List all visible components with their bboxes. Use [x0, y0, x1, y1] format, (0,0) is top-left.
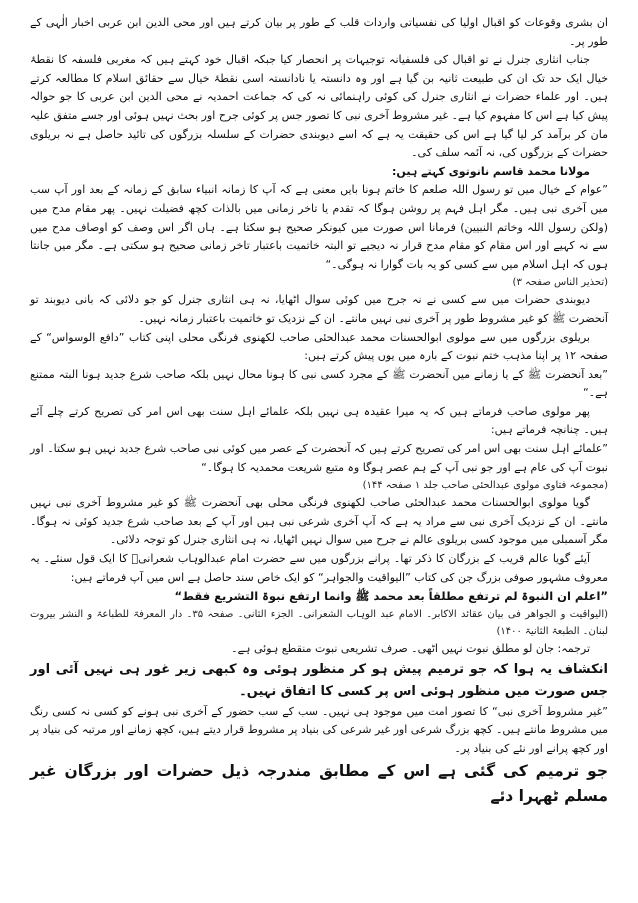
- quote-ahl-sunnat: ”علمائے اہل سنت بھی اس امر کی تصریح کرتے ہیں کہ آنحضرت کے عصر میں کوئی نبی صاحب شرع جدید نہیں ہو سکتا۔ اور نبوت آپ کی عام ہے اور جو نبی آپ کے ہم عصر ہوگا وہ متبع شریعت محمدیہ کا ہوگا۔“: [30, 442, 608, 474]
- quote-nanotvi-reference: (تحذیر الناس صفحہ ۳): [512, 277, 608, 289]
- paragraph-5: بریلوی بزرگوں میں سے مولوی ابوالحسنات محمد عبدالحئی صاحب لکھنوی فرنگی محلی اپنی کتاب ”دافع الوسواس“ کے صفحہ ۱۲ پر اپنا مذہب ختم نبوت کے بارہ میں یوں پیش کرتے ہیں:: [30, 330, 608, 363]
- quote-abdulhai: ”بعد آنحضرت ﷺ کے یا زمانے میں آنحضرت ﷺ کے مجرد کسی نبی کا ہونا محال نہیں بلکہ صاحب شرع جدید ہونا البتہ ممتنع ہے۔“: [30, 367, 608, 400]
- paragraph-9-rest: ”غیر مشروط آخری نبی“ کا تصور امت میں موجود ہی نہیں۔ سب کے سب حضور کے آخری نبی ہونے کو کسی نہ کسی رنگ میں مشروط مانتے ہیں۔ کچھ بزرگ شرعی اور غیر شرعی کی بنیاد پر مشروط قرار دیتے ہیں، کچھ زمانے اور مرتبہ کی بنیاد پر اور کچھ پرانے اور نئے کی بنیاد پر۔: [30, 704, 608, 755]
- quote-nanotvi: ”عوام کے خیال میں تو رسول اللہ صلعم کا خاتم ہونا بایں معنی ہے کہ آپ کا زمانہ انبیاء سابق کے زمانہ کے بعد اور آپ سب میں آخری نبی ہیں۔ مگر اہل فہم پر روشن ہوگا کہ تقدم یا تاخر زمانی میں بالذات کچھ فضیلت نہیں۔ پھر مقام مدح میں (ولکن رسول اللہ وخاتم النبیین) فرمانا اس صورت میں کیونکر صحیح ہو سکتا ہے۔ ہاں اگر اس وصف کو اوصاف مدح میں سے نہ کہیے اور اس مقام کو مقام مدح قرار نہ دیجیے تو البتہ خاتمیت باعتبار تاخر زمانی صحیح ہو سکتی ہے۔ مگر میں جانتا ہوں کہ اہل اسلام میں سے کسی کو یہ بات گوارا نہ ہوگی۔“: [30, 183, 608, 271]
- paragraph-1: ان بشری وقوعات کو اقبال اولیا کی نفسیاتی واردات قلب کے طور پر بیان کرتے ہیں اور محی الدین ابن عربی اخبار الٰہی کے طور پر۔: [30, 16, 608, 48]
- paragraph-4: دیوبندی حضرات میں سے کسی نے نہ جرح میں کوئی سوال اٹھایا، نہ ہی انثاری جنرل کو جو دلائی کہ بانی دیوبند تو آنحضرت ﷺ کو غیر مشروط طور پر آخری نبی نہیں مانتے۔ ان کے نزدیک تو خاتمیت باعتبار زمانہ نہیں۔: [30, 293, 608, 325]
- translation: ترجمہ: جان لو مطلق نبوت نہیں اٹھی۔ صرف تشریعی نبوت منقطع ہوئی ہے۔: [231, 642, 590, 656]
- arabic-quote: ”اعلم ان النبوۃ لم ترتفع مطلقاً بعد محمد ﷺ وانما ارتفع نبوۃ التشریع فقط“: [174, 589, 608, 604]
- paragraph-2: جناب انثاری جنرل نے تو اقبال کی فلسفیانہ توجیہات پر انحصار کیا جبکہ اقبال خود کہتے ہیں کہ مغربی فلسفہ کا نقطۂ خیال ایک حد تک ان کی طبیعت ثانیہ بن گیا ہے اور وہ دانستہ یا نادانستہ اسی نقطۂ خیال سے حقائق اسلام کا مطالعہ کرتے ہیں۔ اور علماء حضرات نے انثاری جنرل کی کوئی راہنمائی نہ کی کہ جماعت احمدیہ نے محی الدین ابن عربی کا جو حوالہ پیش کیا ہے اس کا مفہوم کیا ہے۔ غیر مشروط آخری نبی کا تصور جس پر کوئی جرح اور بحث نہیں ہوئی اور جسے متفق علیہ مان کر برآمد کر لیا گیا ہے اس کی حقیقت یہ ہے کہ اسے دیوبندی حضرات کے سلسلہ بزرگوں کی تائید حاصل ہے نہ بریلوی حضرات کے بزرگوں کی، نہ آئمہ سلف کی۔: [30, 53, 608, 160]
- paragraph-9-bold: انکشاف یہ ہوا کہ جو ترمیم پیش ہو کر منظور ہوئی وہ کبھی زیر غور ہی نہیں آئی اور جس صورت میں منظور ہوئی اس پر کسی کا اتفاق نہیں۔: [30, 661, 608, 699]
- quote-ahl-sunnat-reference: (مجموعہ فتاوی مولوی عبدالحئی صاحب جلد ۱ صفحہ ۱۴۴): [362, 480, 608, 492]
- paragraph-3: مولانا محمد قاسم نانوتوی کہتے ہیں:: [392, 164, 590, 178]
- paragraph-8: آیئے گویا عالم قریب کے بزرگان کا ذکر تھا۔ پرانے بزرگوں میں سے حضرت امام عبدالوہاب شعرانیؒ کا ایک قول سنئے۔ یہ معروف مشہور صوفی بزرگ جن کی کتاب ”الیواقیت والجواہر“ کو ایک خاص سند حاصل ہے اس میں آپ فرماتے ہیں:: [30, 552, 608, 584]
- arabic-quote-reference: (الیواقیت و الجواهر فی بیان عقائد الاکابر۔ الامام عبد الوہاب الشعرانی۔ الجزء الثانی۔ صفحہ ۳۵۔ دار المعرفۃ للطباعۃ و النشر بیروت لبنان۔ الطبعۃ الثانیۃ ۱۴۰۰): [30, 609, 608, 638]
- paragraph-6: پھر مولوی صاحب فرماتے ہیں کہ یہ میرا عقیدہ ہی نہیں بلکہ علمائے اہل سنت بھی اس امر کی تصریح کرتے چلے آئے ہیں۔ چنانچہ فرماتے ہیں:: [30, 404, 608, 437]
- paragraph-10: جو ترمیم کی گئی ہے اس کے مطابق مندرجہ ذیل حضرات اور بزرگان غیر مسلم ٹھہرا دئے: [30, 761, 608, 805]
- paragraph-7: گویا مولوی ابوالحسنات محمد عبدالحئی صاحب لکھنوی فرنگی محلی بھی آنحضرت ﷺ کو غیر مشروط آخری نبی نہیں مانتے۔ ان کے نزدیک آخری نبی سے مراد یہ ہے کہ آپ آخری شرعی نبی ہیں اور آپ کے بعد صاحب شرع جدید کوئی نہ ہوگا۔ مگر آسمبلی میں موجود کسی بریلوی عالم نے جرح میں سوال نہیں اٹھایا، نہ ہی انثاری جنرل کو توجہ دلائی۔: [30, 496, 608, 547]
